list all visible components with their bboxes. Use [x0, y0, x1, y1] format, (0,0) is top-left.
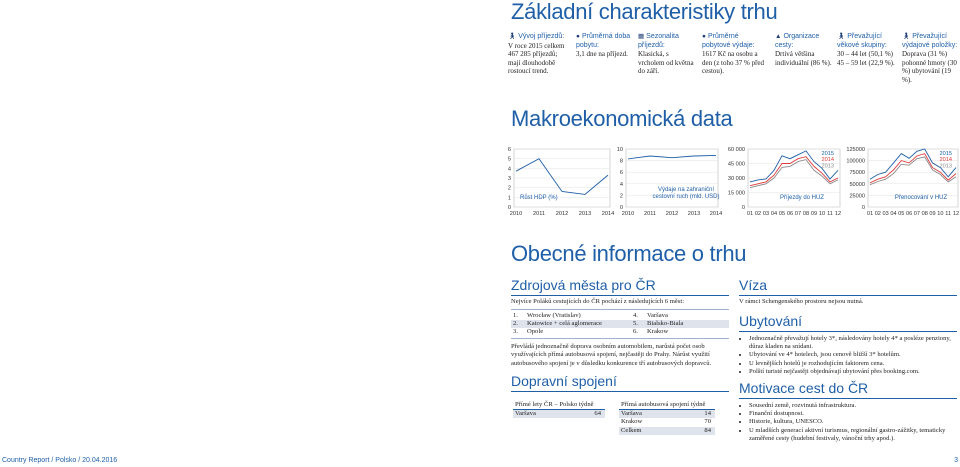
x-tick-label: 05: [778, 211, 786, 217]
x-tick-label: 08: [802, 211, 810, 217]
y-tick-label: 50000: [849, 181, 865, 188]
kpi-spending: [702, 33, 768, 76]
y-tick-label: 3: [507, 176, 511, 182]
kpi-organization: [775, 33, 833, 67]
y-tick-label: 30 000: [727, 176, 745, 182]
table-row: Přímé lety ČR – Polsko týdně: [513, 401, 605, 410]
x-tick-label: 06: [905, 211, 913, 217]
kpi-expenses: [902, 33, 960, 85]
list-item: • Jednoznačně převažují hotely 3*, následovány hotely 4* a posléze penziony, důraz kladen na snídani.: [749, 335, 959, 351]
x-tick-label: 01: [746, 211, 754, 217]
footer: [0, 457, 960, 467]
kpi-body: 1617 Kč na osobu a den (z toho 37 % před cestou).: [702, 50, 765, 76]
age-group-icon: 🚶︎: [837, 33, 846, 40]
list-item: • Ubytování ve 4* hotelech, jsou cenově bližší 3* hotelům.: [749, 351, 959, 359]
table-row: 1. Wrocław (Vratislav) 4. Varšava: [513, 312, 668, 319]
kpi-age: [837, 33, 897, 67]
x-tick-label: 2010: [509, 211, 523, 217]
table-row: Celkem 84: [619, 427, 715, 435]
y-tick-label: 2: [619, 193, 623, 200]
y-tick-label: 0: [619, 205, 623, 211]
list-item: • Historie, kultura, UNESCO.: [749, 418, 959, 426]
divider: [739, 295, 957, 296]
sources-title: Zdrojová města pro ČR: [511, 277, 656, 293]
x-tick-label: 03: [762, 211, 770, 217]
x-tick-label: 02: [754, 211, 762, 217]
kpi-title: Převažující věkové skupiny:: [837, 33, 887, 49]
series-line-růst-hdp: [516, 159, 608, 195]
chart-title: Růst HDP (%): [520, 195, 558, 201]
divider: [511, 391, 729, 392]
legend-entry: 2013: [821, 163, 834, 170]
divider: [739, 331, 957, 332]
cities-table: [511, 312, 729, 337]
chart-title: Příjezdy do HUZ: [779, 195, 825, 201]
y-tick-label: 4: [507, 166, 511, 173]
x-tick-label: 2010: [621, 211, 635, 217]
x-tick-label: 11: [945, 211, 952, 217]
y-tick-label: 0: [861, 205, 865, 211]
x-tick-label: 10: [937, 211, 944, 217]
x-tick-label: 09: [929, 211, 936, 217]
x-tick-label: 10: [818, 211, 826, 217]
person-icon: 🚶︎: [508, 33, 517, 40]
legend-entry: 2014: [821, 157, 834, 164]
y-tick-label: 8: [619, 158, 623, 165]
kpi-title: Průměrná doba pobytu:: [576, 33, 631, 49]
page-number: 3: [954, 457, 958, 464]
bus-table: [619, 401, 715, 435]
y-tick-label: 6: [507, 147, 511, 153]
y-tick-label: 60 000: [727, 147, 745, 153]
list-item: • U mladších generací aktivní turismus, regionální gastro-zážitky, tematicky zaměřené cesty (hudební festivaly, vánoční trhy apod.).: [749, 427, 959, 443]
x-tick-label: 04: [770, 211, 778, 217]
chart-title: Výdaje na zahraniční: [657, 187, 715, 193]
kpi-title: Průměrné pobytové výdaje:: [702, 33, 755, 49]
x-tick-label: 2014: [709, 211, 723, 217]
table-row: Varšava 14: [619, 410, 715, 419]
kpi-body: Doprava (31 %) pohonné hmoty (30 %) ubytování (19 %).: [902, 50, 957, 84]
car-icon: ▲: [775, 33, 782, 40]
wallet-icon: ●: [702, 33, 706, 40]
accommodation-list: [739, 335, 959, 376]
x-tick-label: 2014: [601, 211, 615, 217]
kpi-title: Převažující výdajové položky:: [902, 33, 958, 49]
transport-title: Dopravní spojení: [511, 373, 617, 389]
y-tick-label: 5: [507, 156, 511, 163]
table-row: 2. Katowice + celá aglomerace 5. Bialsko-Biala: [511, 320, 729, 328]
kpi-title: Sezonalita příjezdů:: [638, 33, 679, 49]
x-tick-label: 09: [810, 211, 818, 217]
x-tick-label: 03: [882, 211, 889, 217]
legend-entry: 2015: [939, 151, 952, 157]
x-tick-label: 05: [898, 211, 905, 217]
sources-text: Převládá jednoznačně doprava osobním automobilem, narůstá počet osob využívajících přímá autobusová spojení, nejčastěji do Prahy. Nárůst využití autobusového spojení je v důsledku konkurence tří autobusových dopravců.: [511, 343, 712, 367]
kpi-body: Drtivá většina individuální (86 %).: [775, 50, 832, 67]
table-row: 3. Opole 6. Krakow: [513, 328, 669, 336]
divider: [739, 398, 957, 399]
y-tick-label: 125000: [846, 147, 865, 153]
y-tick-label: 4: [619, 181, 623, 188]
x-tick-label: 2012: [665, 211, 679, 217]
y-tick-label: 15 000: [727, 190, 745, 197]
kpi-seasonality: [638, 33, 696, 76]
money-icon: 🚶︎: [902, 33, 911, 40]
macro-title: Makroekonomická data: [511, 106, 733, 131]
kpi-arrivals: [508, 33, 568, 76]
divider: [511, 295, 729, 296]
list-item: • Sousední země, rozvinutá infrastruktura.: [749, 402, 959, 410]
y-tick-label: 1: [507, 195, 511, 202]
kpi-body: 3,1 dne na příjezd.: [576, 50, 628, 59]
y-tick-label: 25000: [849, 193, 865, 200]
legend-entry: 2015: [821, 151, 834, 157]
sources-intro: Nejvíce Poláků cestujících do ČR pochází z následujících 6 měst:: [511, 298, 685, 305]
kpi-body: V roce 2015 celkem 467 285 příjezdů; mají dlouhodobě rostoucí trend.: [508, 41, 565, 76]
divider: [511, 309, 729, 310]
motivation-list: [739, 402, 959, 443]
y-tick-label: 10: [616, 147, 623, 153]
page-title: Základní charakteristiky trhu: [511, 0, 778, 24]
y-tick-label: 0: [741, 205, 745, 211]
x-tick-label: 11: [827, 211, 833, 217]
x-tick-label: 12: [952, 211, 960, 217]
list-item: • Finanční dostupnost.: [749, 410, 959, 418]
x-tick-label: 2013: [687, 211, 701, 217]
clock-icon: ●: [576, 33, 580, 40]
table-row: Varšava 64: [513, 410, 605, 419]
accommodation-title: Ubytování: [739, 313, 803, 329]
y-tick-label: 0: [507, 205, 511, 211]
x-tick-label: 01: [866, 211, 874, 217]
y-tick-label: 2: [507, 185, 511, 192]
list-item: • Polští turisté nejčastěji objednávají ubytování přes booking.com.: [749, 368, 959, 376]
table-row: Krakow 70: [621, 418, 711, 426]
x-tick-label: 12: [834, 211, 842, 217]
x-tick-label: 07: [794, 211, 802, 217]
y-tick-label: 100000: [846, 158, 865, 165]
kpi-body: 30 – 44 let (50,1 %) 45 – 59 let (22,9 %).: [837, 50, 895, 67]
legend-entry: 2013: [939, 163, 952, 170]
chart-title: cestovní ruch (mld. USD): [652, 194, 720, 200]
x-tick-label: 2013: [578, 211, 592, 217]
x-tick-label: 2012: [555, 211, 569, 217]
y-tick-label: 45 000: [727, 161, 745, 168]
x-tick-label: 08: [921, 211, 928, 217]
series-line-výdaje: [628, 155, 716, 159]
x-tick-label: 2011: [532, 211, 546, 217]
y-tick-label: 6: [619, 170, 623, 177]
kpi-stay: [576, 33, 634, 59]
x-tick-label: 02: [874, 211, 881, 217]
macro-charts: [500, 140, 960, 224]
visa-text: V rámci Schengenského prostoru nejsou nutná.: [739, 298, 864, 305]
visa-title: Víza: [739, 277, 768, 293]
x-tick-label: 2011: [643, 211, 657, 217]
calendar-icon: ▦: [638, 33, 645, 40]
table-row: Přímá autobusová spojení týdně: [619, 401, 715, 410]
x-tick-label: 06: [786, 211, 794, 217]
kpi-body: Klasická, s vrcholem od května do září.: [638, 50, 694, 76]
legend-entry: 2014: [939, 157, 952, 164]
footer-label: Country Report / Polsko / 20.04.2016: [2, 457, 118, 464]
y-tick-label: 75000: [849, 170, 865, 177]
divider: [511, 338, 729, 339]
x-tick-label: 04: [890, 211, 897, 217]
kpi-title: Organizace cesty:: [775, 33, 820, 49]
kpi-title: Vývoj příjezdů:: [518, 33, 565, 40]
list-item: • U levnějších hotelů je rozhodujícím faktorem cena.: [749, 360, 959, 368]
x-tick-label: 07: [913, 211, 921, 217]
motivation-title: Motivace cest do ČR: [739, 380, 869, 396]
general-title: Obecné informace o trhu: [511, 241, 747, 266]
air-table: [513, 401, 605, 418]
chart-title: Přenocování v HUZ: [894, 195, 948, 201]
